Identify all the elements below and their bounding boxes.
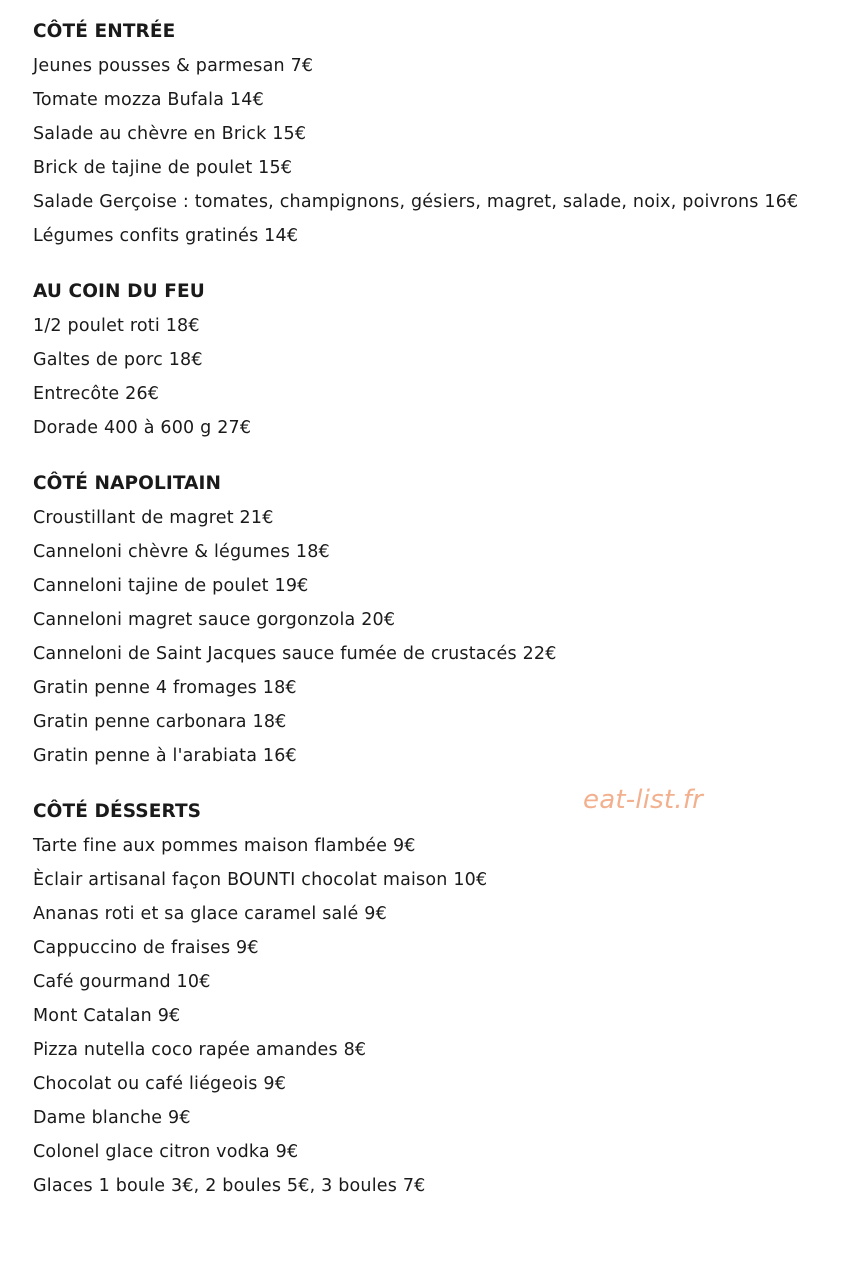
section-cote-entree [33,19,853,249]
section-title: CÔTÉ NAPOLITAIN [33,473,222,494]
menu-item: Colonel glace citron vodka 9€ [33,1142,299,1162]
menu-item: Mont Catalan 9€ [33,1006,181,1026]
menu-item: Chocolat ou café liégeois 9€ [33,1074,287,1094]
menu-item: Ananas roti et sa glace caramel salé 9€ [33,904,387,924]
menu-item: Dorade 400 à 600 g 27€ [33,418,252,438]
menu-item: Légumes confits gratinés 14€ [33,226,299,246]
section-title: AU COIN DU FEU [33,281,205,302]
section-cote-napolitain [33,471,853,769]
menu-item: Canneloni chèvre & légumes 18€ [33,542,330,562]
menu-item: Tarte fine aux pommes maison flambée 9€ [33,836,416,856]
menu-item: Èclair artisanal façon BOUNTI chocolat maison 10€ [33,870,488,890]
menu-item: Entrecôte 26€ [33,384,160,404]
menu-item: Croustillant de magret 21€ [33,508,274,528]
menu-item: Café gourmand 10€ [33,972,211,992]
menu-item: Canneloni tajine de poulet 19€ [33,576,309,596]
section-cote-desserts [33,799,853,1199]
menu-item: Galtes de porc 18€ [33,350,203,370]
menu-item: Glaces 1 boule 3€, 2 boules 5€, 3 boules 7€ [33,1176,426,1196]
menu-item: Pizza nutella coco rapée amandes 8€ [33,1040,367,1060]
menu-item: Salade Gerçoise : tomates, champignons, gésiers, magret, salade, noix, poivrons 16€ [33,192,799,212]
menu-item: Dame blanche 9€ [33,1108,191,1128]
menu-item: Gratin penne carbonara 18€ [33,712,287,732]
menu-item: Brick de tajine de poulet 15€ [33,158,293,178]
menu-item: Canneloni magret sauce gorgonzola 20€ [33,610,396,630]
watermark: eat-list.fr [583,785,703,815]
menu-item: Tomate mozza Bufala 14€ [33,90,264,110]
menu-item: Gratin penne 4 fromages 18€ [33,678,297,698]
menu-item: Cappuccino de fraises 9€ [33,938,259,958]
section-au-coin-du-feu [33,279,853,441]
menu-item: Salade au chèvre en Brick 15€ [33,124,307,144]
section-title: CÔTÉ ENTRÉE [33,21,176,42]
menu-item: Gratin penne à l'arabiata 16€ [33,746,297,766]
menu-item: 1/2 poulet roti 18€ [33,316,200,336]
menu-item: Jeunes pousses & parmesan 7€ [33,56,314,76]
section-title: CÔTÉ DÉSSERTS [33,801,202,822]
menu-item: Canneloni de Saint Jacques sauce fumée de crustacés 22€ [33,644,557,664]
menu [33,19,853,1229]
